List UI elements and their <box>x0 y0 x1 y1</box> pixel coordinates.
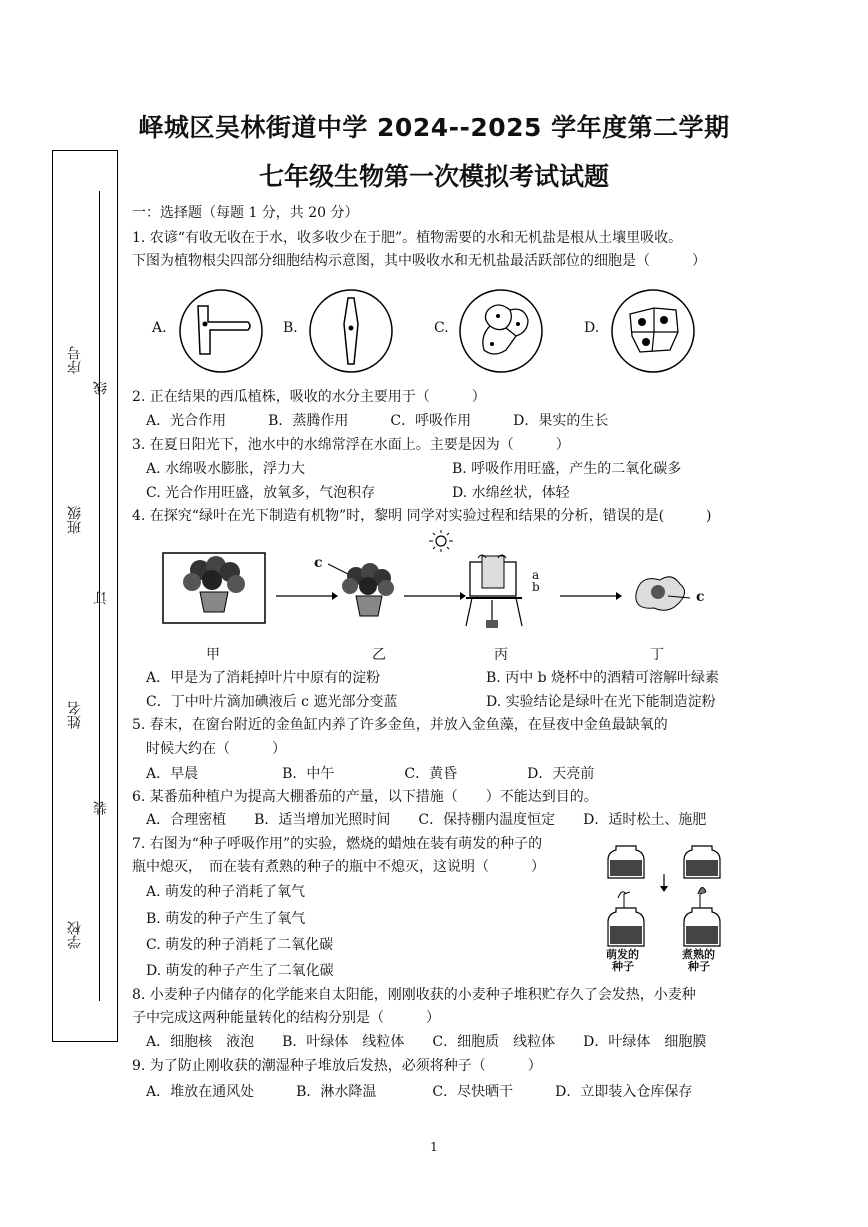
seal-char-zhuang: 装 <box>93 801 109 815</box>
class-label: 班级 <box>67 506 83 534</box>
binding-strip <box>52 150 118 1042</box>
q4-mark-a: a <box>532 568 540 582</box>
q7-option-b: B. 萌发的种子产生了氧气 <box>146 911 306 927</box>
q1-line2: 下图为植物根尖四部分细胞结构示意图，其中吸收水和无机盐最活跃部位的细胞是（ ） <box>132 253 706 269</box>
q2-stem: 2. 正在结果的西瓜植株，吸收的水分主要用于（ ） <box>132 389 486 405</box>
q4-mark-c-right: c <box>696 589 705 605</box>
q7-option-a: A. 萌发的种子消耗了氧气 <box>146 884 306 900</box>
page-number: 1 <box>430 1140 438 1154</box>
q8-options: A．细胞核 液泡 B．叶绿体 线粒体 C．细胞质 线粒体 D．叶绿体 细胞膜 <box>146 1034 707 1050</box>
q4-fig-label-yi: 乙 <box>372 647 386 663</box>
q5-line1: 5. 春末，在窗台附近的金鱼缸内养了许多金鱼，并放入金鱼藻，在昼夜中金鱼最缺氧的 <box>132 717 668 733</box>
q4-mark-c-left: c <box>314 555 323 571</box>
q3-stem: 3. 在夏日阳光下，池水中的水绵常浮在水面上。主要是因为（ ） <box>132 437 570 453</box>
q3-option-a: A. 水绵吸水膨胀，浮力大 <box>146 461 306 477</box>
q4-arrow-2 <box>404 592 466 600</box>
q1-cell-c-figure <box>458 288 544 374</box>
q2-options: A．光合作用 B．蒸腾作用 C．呼吸作用 D．果实的生长 <box>146 413 609 429</box>
q8-line1: 8. 小麦种子内储存的化学能来自太阳能，刚刚收获的小麦种子堆积贮存久了会发热，小麦种 <box>132 987 696 1003</box>
q1-cell-d-figure <box>610 288 696 374</box>
q1-option-a: A. <box>152 320 167 336</box>
page-subtitle: 七年级生物第一次模拟考试试题 <box>258 162 609 191</box>
q4-option-a: A．甲是为了消耗掉叶片中原有的淀粉 <box>146 670 381 686</box>
q7-option-d: D. 萌发的种子产生了二氧化碳 <box>146 963 334 979</box>
q4-mark-b: b <box>532 580 540 594</box>
q7-label-boiled-2: 种子 <box>688 960 710 973</box>
q5-options: A．早晨 B．中午 C．黄昏 D．天亮前 <box>146 766 595 782</box>
q8-line2: 子中完成这两种能量转化的结构分别是（ ） <box>132 1010 440 1026</box>
q4-figure-plant-in-box <box>162 552 266 624</box>
section-heading: 一：选择题（每题 1 分，共 20 分） <box>132 205 359 221</box>
q1-cell-b-figure <box>308 288 394 374</box>
q3-option-d: D. 水绵丝状，体轻 <box>452 485 570 501</box>
q5-line2: 时候大约在（ ） <box>146 741 286 757</box>
q4-figure-leaf <box>628 572 698 616</box>
q1-option-c: C. <box>434 320 449 336</box>
q4-fig-label-bing: 丙 <box>494 647 508 663</box>
q7-label-germinating-1: 萌发的 <box>606 948 639 961</box>
q1-option-d: D. <box>584 320 600 336</box>
q7-figure-seed-jars <box>604 836 734 956</box>
q4-option-d: D. 实验结论是绿叶在光下能制造淀粉 <box>486 694 716 710</box>
seal-char-xian: 线 <box>93 381 109 395</box>
q1-line1: 1. 农谚“有收无收在于水，收多收少在于肥”。植物需要的水和无机盐是根从土壤里吸收。 <box>132 230 683 246</box>
q3-option-b: B. 呼吸作用旺盛，产生的二氧化碳多 <box>452 461 682 477</box>
q4-fig-label-ding: 丁 <box>650 647 664 663</box>
q4-figure-plant-covered <box>314 556 404 626</box>
q4-fig-label-jia: 甲 <box>206 647 220 663</box>
q4-option-c: C．丁中叶片滴加碘液后 c 遮光部分变蓝 <box>146 694 398 710</box>
q4-arrow-3 <box>560 592 622 600</box>
q6-options: A．合理密植 B．适当增加光照时间 C．保持棚内温度恒定 D．适时松土、施肥 <box>146 812 707 828</box>
q7-option-c: C. 萌发的种子消耗了二氧化碳 <box>146 937 334 953</box>
q3-option-c: C. 光合作用旺盛，放氧多，气泡积存 <box>146 485 376 501</box>
q9-stem: 9. 为了防止刚收获的潮湿种子堆放后发热，必须将种子（ ） <box>132 1058 542 1074</box>
q1-cell-a-figure <box>178 288 264 374</box>
q4-stem: 4. 在探究“绿叶在光下制造有机物”时，黎明 同学对实验过程和结果的分析，错误的是( ) <box>132 508 712 524</box>
sun-icon <box>428 530 454 552</box>
school-label: 学校 <box>67 921 83 949</box>
q7-label-boiled-1: 煮熟的 <box>682 948 715 961</box>
q7-line1: 7. 右图为“种子呼吸作用”的实验，燃烧的蜡烛在装有萌发的种子的 <box>132 836 543 852</box>
q7-label-germinating-2: 种子 <box>612 960 634 973</box>
q4-figure-water-bath <box>462 552 532 632</box>
q4-option-b: B. 丙中 b 烧杯中的酒精可溶解叶绿素 <box>486 670 720 686</box>
page-title: 峄城区吴林街道中学 2024--2025 学年度第二学期 <box>138 113 730 142</box>
q1-option-b: B. <box>283 320 298 336</box>
name-label: 姓名 <box>67 701 83 729</box>
seat-number-label: 序号 <box>67 346 83 374</box>
q6-stem: 6. 某番茄种植户为提高大棚番茄的产量，以下措施（ ）不能达到目的。 <box>132 789 598 805</box>
q7-line2: 瓶中熄灭， 而在装有煮熟的种子的瓶中不熄灭，这说明（ ） <box>132 859 545 875</box>
q9-options: A．堆放在通风处 B．淋水降温 C．尽快晒干 D．立即装入仓库保存 <box>146 1084 693 1100</box>
seal-char-ding: 订 <box>93 591 109 605</box>
